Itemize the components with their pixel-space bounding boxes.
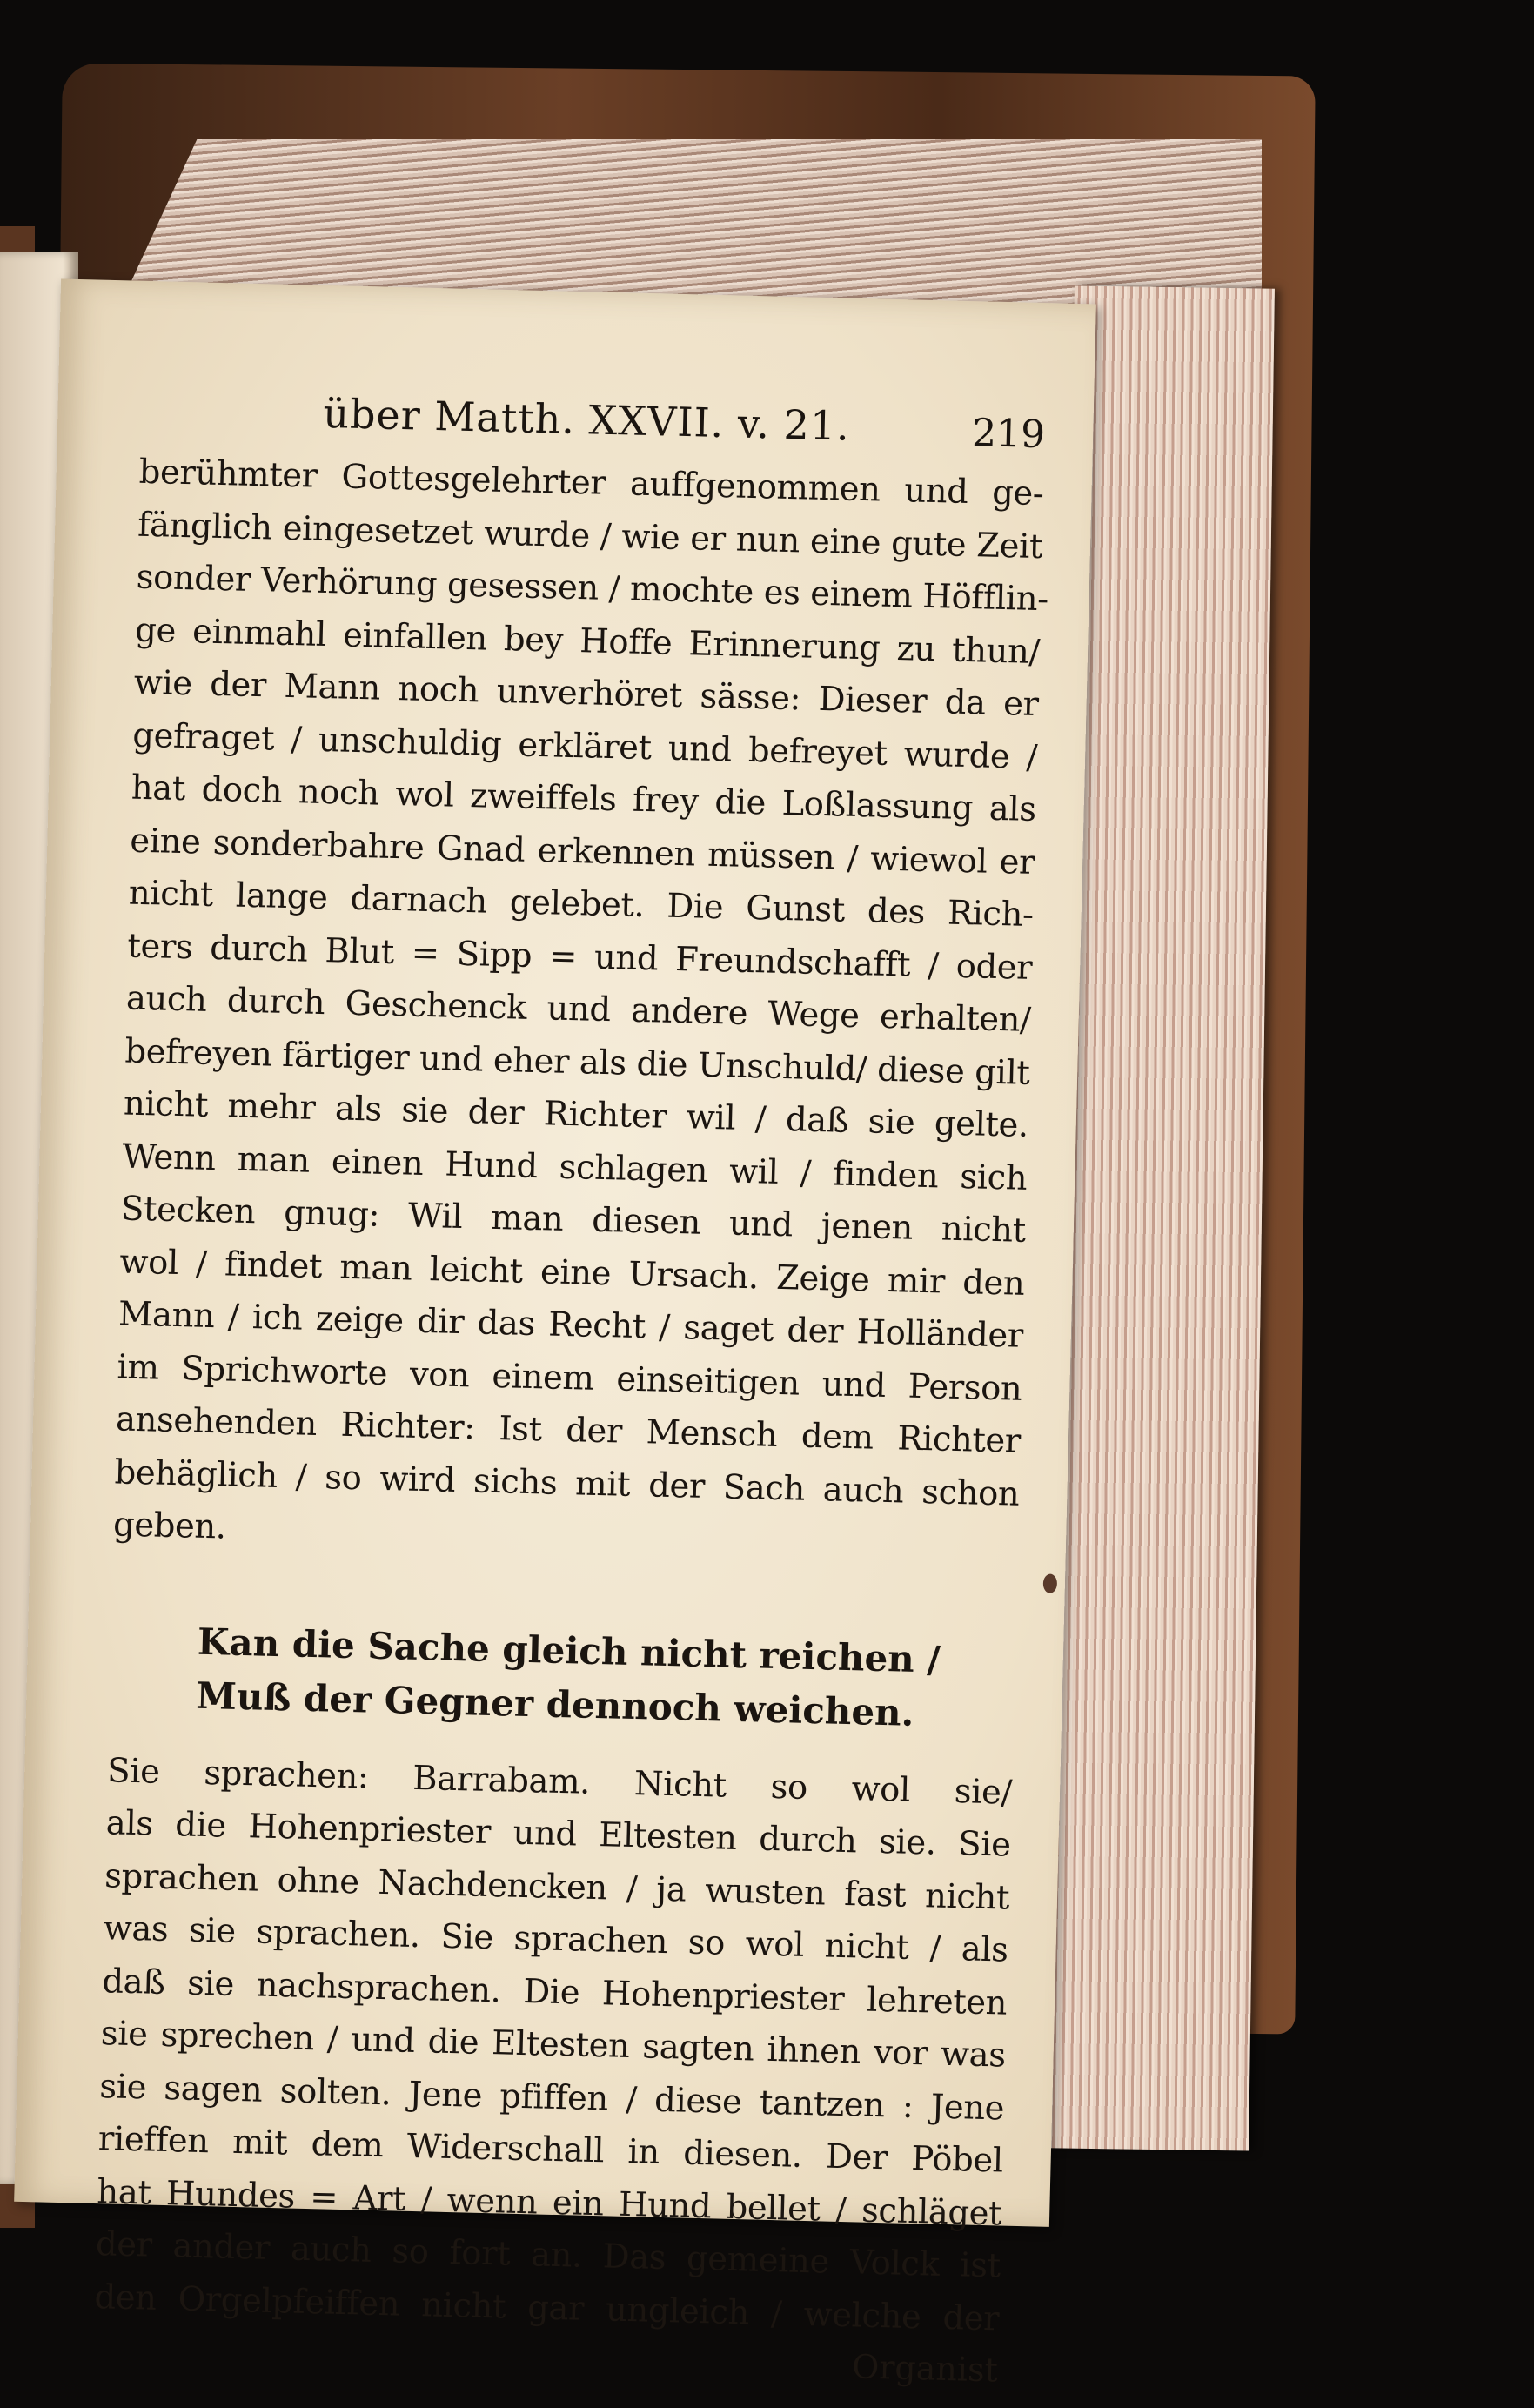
text-line: Wenn man einen Hund schlagen wil / finden sich	[122, 1136, 1028, 1198]
verse-line: Muß der Gegner dennoch weichen.	[195, 1674, 914, 1734]
text-line: ge einmahl einfallen bey Hoffe Erinnerung zu thun/	[134, 610, 1041, 672]
text-line: sie sagen solten. Jene pfiffen / diese tantzen : Jene	[98, 2066, 1005, 2129]
text-line: Sie sprachen: Barrabam. Nicht so wol sie/	[106, 1750, 1013, 1813]
text-line: wol / findet man leicht eine Ursach. Zeige mir den	[119, 1241, 1025, 1304]
text-line: Mann / ich zeige dir das Recht / saget der Holländer	[117, 1294, 1024, 1356]
text-line: rieffen mit dem Widerschall in diesen. Der Pöbel	[97, 2119, 1004, 2181]
text-line: berühmter Gottesgelehrter auffgenommen und ge-	[138, 452, 1045, 514]
text-line: nicht lange darnach gelebet. Die Gunst des Rich-	[128, 873, 1035, 935]
text-line: was sie sprachen. Sie sprachen so wol nicht / als	[103, 1908, 1009, 1970]
text-line: wie der Mann noch unverhöret sässe: Dieser da er	[133, 662, 1040, 725]
text-line: den Orgelpfeiffen nicht gar ungleich / welche der	[93, 2277, 1000, 2338]
verse-line: Kan die Sache gleich nicht reichen /	[197, 1620, 941, 1681]
text-line: gefraget / unschuldig erkläret und befreyet wurde /	[131, 715, 1038, 777]
text-line: der ander auch so fort an. Das gemeine Volck ist	[95, 2224, 1001, 2286]
text-line: Stecken gnug: Wil man diesen und jenen nicht	[120, 1189, 1027, 1251]
text-line: eine sonderbahre Gnad erkennen müssen / wiewol er	[129, 821, 1035, 882]
text-line: sonder Verhörung gesessen / mochte es einem Höfflin-	[136, 557, 1049, 620]
paragraph-1	[112, 446, 1049, 1574]
catchword: Organist	[851, 2347, 999, 2390]
text-line: ters durch Blut = Sipp = und Freundschafft / oder	[126, 926, 1033, 988]
text-line: sprachen ohne Nachdencken / ja wusten fast nicht	[104, 1855, 1010, 1918]
text-line: fänglich eingesetzet wurde / wie er nun eine gute Zeit	[137, 505, 1043, 567]
text-line: nicht mehr als sie der Richter wil / daß sie gelte.	[123, 1083, 1029, 1145]
paragraph-2	[94, 1745, 1013, 2346]
running-head-title: über Matth. XXVII. v. 21.	[322, 389, 851, 450]
text-line: ansehenden Richter: Ist der Mensch dem Richter	[115, 1399, 1022, 1461]
text-line: auch durch Geschenck und andere Wege erhalten/	[125, 978, 1032, 1040]
text-line: hat Hundes = Art / wenn ein Hund bellet / schläget	[96, 2171, 1002, 2234]
ink-stain	[1043, 1573, 1058, 1593]
text-line: daß sie nachsprachen. Die Hohenpriester lehreten	[101, 1961, 1008, 2023]
book-page	[14, 278, 1096, 2390]
verse-couplet	[196, 1614, 1016, 1742]
text-line: befreyen färtiger und eher als die Unschuld/ diese gilt	[124, 1031, 1030, 1093]
text-line: geben.	[112, 1505, 227, 1547]
text-line: sie sprechen / und die Eltesten sagten ihnen vor was	[100, 2014, 1007, 2076]
text-line: als die Hohenpriester und Eltesten durch sie. Sie	[105, 1803, 1012, 1865]
page-text-block	[92, 386, 1049, 2407]
text-line: hat doch noch wol zweiffels frey die Loßlassung als	[131, 768, 1037, 830]
page-number: 219	[971, 411, 1046, 458]
text-line: im Sprichworte von einem einseitigen und Person	[117, 1346, 1022, 1409]
text-line: behäglich / so wird sichs mit der Sach auch schon	[114, 1452, 1020, 1514]
